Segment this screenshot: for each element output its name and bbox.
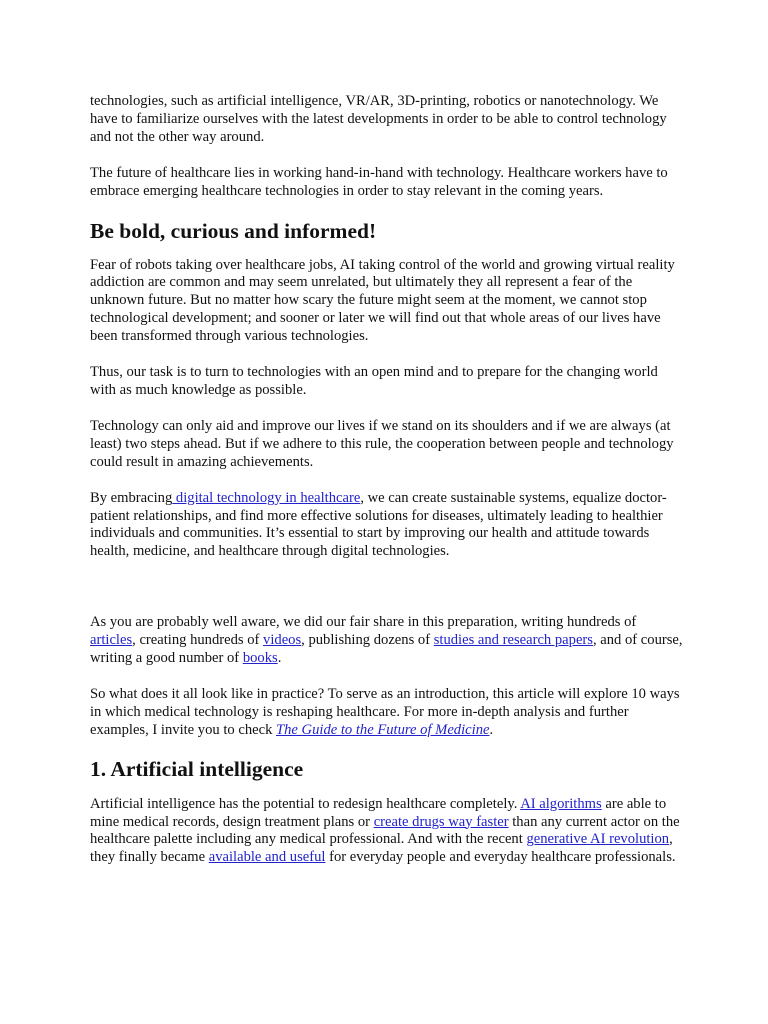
text-segment: , publishing dozens of (301, 632, 434, 649)
paragraph-intro-technologies: technologies, such as artificial intelligence, VR/AR, 3D-printing, robotics or nanotechnology. We have to familiarize ourselves with the latest developments in order to be able to control technology and not the other way around. (90, 93, 667, 145)
text-segment: than any current actor on the healthcare palette including any medical professional. And with the recent (90, 813, 680, 848)
link-videos[interactable]: videos (263, 632, 302, 649)
text-segment: . (489, 721, 494, 738)
paragraph-future-of-healthcare: The future of healthcare lies in working hand-in-hand with technology. Healthcare workers have to embrace emerging healthcare technologies in order to stay relevant in the coming years. (90, 164, 668, 199)
link-available-and-useful[interactable]: available and useful (208, 849, 326, 866)
paragraph-our-task: Thus, our task is to turn to technologies with an open mind and to prepare for the changing world with as much knowledge as possible. (90, 364, 658, 398)
link-ai-algorithms[interactable]: AI algorithms (520, 795, 602, 812)
text-segment: . (277, 650, 282, 667)
link-studies-and-research-papers[interactable]: studies and research papers (433, 632, 593, 649)
paragraph-ai-redesign (90, 796, 684, 868)
link-guide-to-future-of-medicine[interactable]: The Guide to the Future of Medicine (276, 721, 490, 738)
link-digital-technology-in-healthcare[interactable]: digital technology in healthcare (172, 489, 361, 506)
heading-be-bold: Be bold, curious and informed! (90, 218, 377, 243)
paragraph-fear-of-robots: Fear of robots taking over healthcare jobs, AI taking control of the world and growing virtual reality addiction are common and may seem unrelated, but ultimately they all represent a fear of the unknown future. But no matter how scary the future might seem at the moment, we cannot stop technological development; and sooner or later we will find out that whole areas of our lives have been transformed through various technologies. (90, 256, 675, 345)
heading-artificial-intelligence: 1. Artificial intelligence (90, 756, 304, 781)
text-segment: By embracing (90, 489, 173, 506)
text-segment: , creating hundreds of (132, 632, 264, 649)
paragraph-technology-aid: Technology can only aid and improve our lives if we stand on its shoulders and if we are always (at least) two steps ahead. But if we adhere to this rule, the cooperation between people and technology could result in amazing achievements. (90, 417, 674, 470)
link-articles[interactable]: articles (90, 632, 133, 649)
link-generative-ai-revolution[interactable]: generative AI revolution (526, 831, 670, 848)
text-segment: As you are probably well aware, we did our fair share in this preparation, writing hundreds of (90, 614, 637, 631)
paragraph-fair-share (90, 614, 684, 668)
text-segment: Artificial intelligence has the potential to redesign healthcare completely. (90, 795, 521, 812)
text-segment: So what does it all look like in practice? To serve as an introduction, this article will explore 10 ways in which medical technology is reshaping healthcare. For more in-depth analysis and further examples, I invite you to check (90, 685, 680, 738)
paragraph-embracing-digital (90, 490, 684, 562)
text-segment: , and of course, writing a good number of (90, 632, 683, 667)
document-page (90, 93, 684, 867)
text-segment: , we can create sustainable systems, equalize doctor-patient relationships, and find more effective solutions for diseases, ultimately leading to healthier individuals and communities. It’s essential to start by improving our health and attitude towards health, medicine, and healthcare through digital technologies. (90, 489, 667, 560)
text-segment: for everyday people and everyday healthcare professionals. (325, 849, 676, 866)
paragraph-in-practice (90, 686, 684, 740)
link-books[interactable]: books (242, 650, 278, 667)
text-segment: , they finally became (90, 831, 673, 866)
text-segment: are able to mine medical records, design treatment plans or (90, 795, 667, 830)
link-create-drugs-way-faster[interactable]: create drugs way faster (373, 813, 509, 830)
